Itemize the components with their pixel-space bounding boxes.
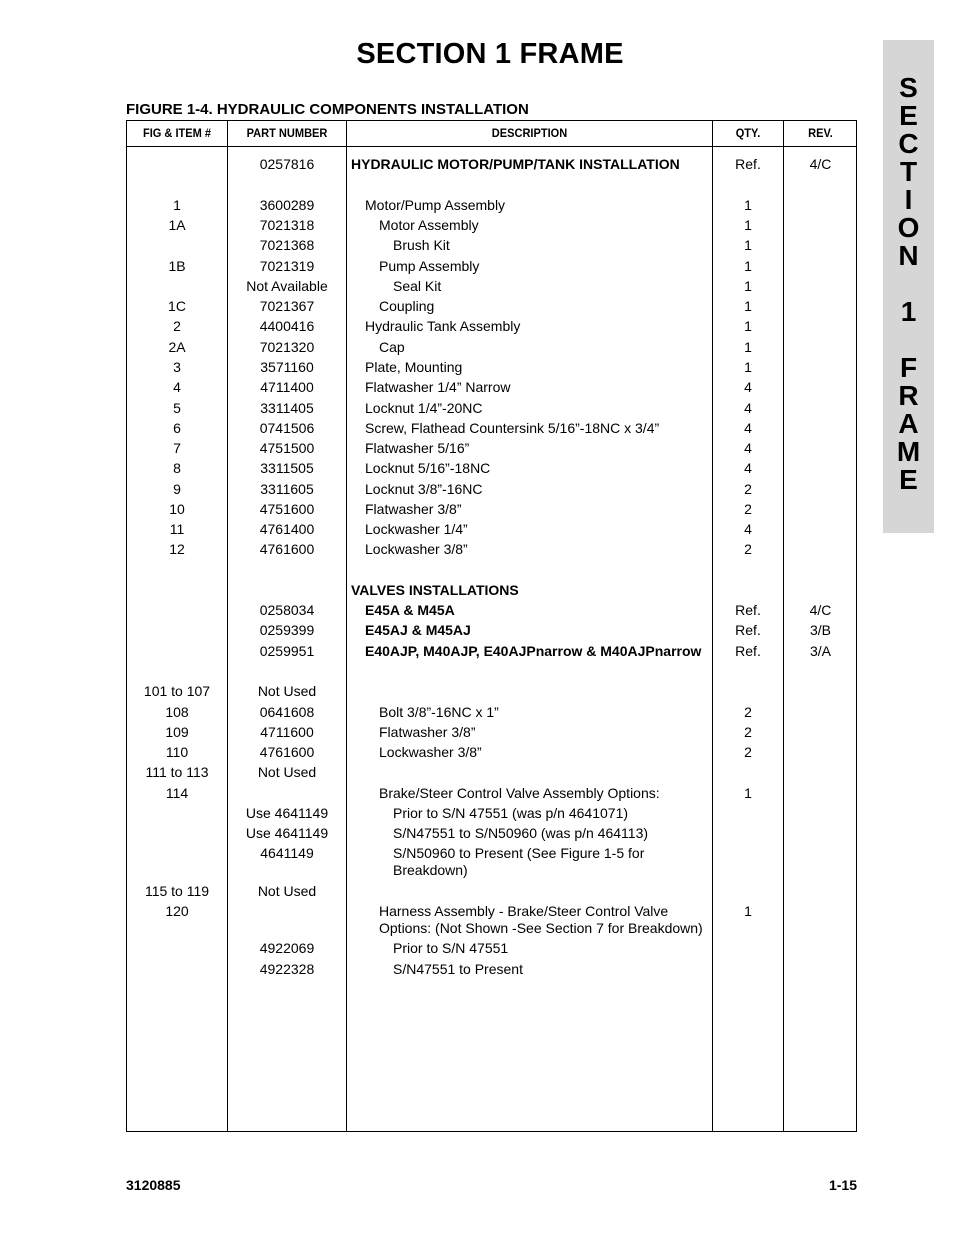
section-tab-letter: E bbox=[899, 100, 918, 131]
description-line: Options: (Not Shown -See Section 7 for Breakdown) bbox=[379, 920, 703, 936]
cell-part-number: 7021319 bbox=[259, 258, 315, 274]
cell-description bbox=[351, 744, 741, 761]
header-fig-item: FIG & ITEM # bbox=[142, 126, 212, 140]
figure-title: FIGURE 1-4. HYDRAULIC COMPONENTS INSTALLATION bbox=[126, 101, 529, 118]
cell-fig-item: 2 bbox=[173, 318, 181, 334]
cell-qty: 1 bbox=[744, 785, 752, 801]
cell-description bbox=[351, 156, 713, 173]
cell-qty: 1 bbox=[744, 197, 752, 213]
header-part-number: PART NUMBER bbox=[246, 126, 328, 140]
cell-description bbox=[351, 217, 741, 234]
section-tab-letter bbox=[883, 326, 934, 354]
description-line: S/N50960 to Present (See Figure 1-5 for bbox=[393, 845, 645, 861]
cell-qty: Ref. bbox=[735, 602, 761, 618]
cell-description bbox=[351, 501, 727, 518]
cell-description bbox=[351, 318, 727, 335]
description-line: Lockwasher 3/8” bbox=[379, 744, 482, 760]
description-line: Flatwasher 3/8” bbox=[365, 501, 462, 517]
cell-fig-item: 108 bbox=[165, 704, 189, 720]
description-line: Flatwasher 3/8” bbox=[379, 724, 476, 740]
section-tab-letter: N bbox=[898, 240, 919, 271]
description-line: Motor/Pump Assembly bbox=[365, 197, 506, 213]
description-line: Lockwasher 3/8” bbox=[365, 541, 468, 557]
description-line: Locknut 5/16”-18NC bbox=[365, 460, 491, 476]
cell-description bbox=[351, 602, 727, 619]
cell-description bbox=[351, 582, 713, 599]
cell-part-number: 4751600 bbox=[259, 501, 315, 517]
cell-part-number: 3600289 bbox=[259, 197, 315, 213]
section-tab-letter: O bbox=[897, 212, 920, 243]
cell-description bbox=[351, 704, 741, 721]
cell-qty: 1 bbox=[744, 237, 752, 253]
cell-part-number: 4761600 bbox=[259, 541, 315, 557]
cell-fig-item: 11 bbox=[169, 521, 185, 537]
cell-qty: 2 bbox=[744, 744, 752, 760]
cell-description bbox=[351, 379, 727, 396]
description-line: Flatwasher 5/16” bbox=[365, 440, 470, 456]
cell-part-number: 4922328 bbox=[259, 961, 315, 977]
cell-qty: 2 bbox=[744, 541, 752, 557]
cell-fig-item: 1 bbox=[173, 197, 181, 213]
description-line: Brush Kit bbox=[393, 237, 450, 253]
description-line: Cap bbox=[379, 339, 405, 355]
description-line: HYDRAULIC MOTOR/PUMP/TANK INSTALLATION bbox=[351, 156, 680, 172]
header-rev: REV. bbox=[808, 126, 833, 140]
cell-part-number: 4641149 bbox=[260, 845, 314, 861]
description-line: Motor Assembly bbox=[379, 217, 479, 233]
cell-description bbox=[351, 541, 727, 558]
description-line: Brake/Steer Control Valve Assembly Options: bbox=[379, 785, 660, 801]
cell-qty: 4 bbox=[744, 400, 752, 416]
description-line: Flatwasher 1/4” Narrow bbox=[365, 379, 511, 395]
cell-fig-item: 101 to 107 bbox=[143, 683, 211, 699]
cell-description bbox=[351, 785, 741, 802]
section-tab-letter: F bbox=[899, 352, 918, 383]
cell-rev: 3/A bbox=[809, 643, 831, 659]
section-tab bbox=[883, 40, 934, 533]
column-divider bbox=[346, 121, 347, 1131]
section-tab-letter: T bbox=[899, 156, 918, 187]
cell-description bbox=[351, 622, 727, 639]
cell-qty: 2 bbox=[744, 501, 752, 517]
cell-rev: 3/B bbox=[809, 622, 831, 638]
cell-qty: 4 bbox=[744, 379, 752, 395]
cell-description bbox=[351, 521, 727, 538]
cell-fig-item: 10 bbox=[169, 501, 185, 517]
description-line: E40AJP, M40AJP, E40AJPnarrow & M40AJPnarrow bbox=[365, 643, 702, 659]
cell-part-number: 4761600 bbox=[259, 744, 315, 760]
cell-description bbox=[351, 339, 741, 356]
cell-qty: 1 bbox=[744, 339, 752, 355]
cell-fig-item: 12 bbox=[169, 541, 185, 557]
section-tab-letter: S bbox=[899, 72, 918, 103]
cell-qty: 1 bbox=[744, 298, 752, 314]
cell-fig-item: 114 bbox=[165, 785, 189, 801]
description-line: Bolt 3/8”-16NC x 1” bbox=[379, 704, 499, 720]
cell-part-number: Not Used bbox=[257, 683, 317, 699]
description-line: Prior to S/N 47551 bbox=[393, 940, 509, 956]
cell-part-number: 3311505 bbox=[260, 460, 314, 476]
cell-qty: 4 bbox=[744, 420, 752, 436]
cell-qty: Ref. bbox=[735, 643, 761, 659]
cell-description bbox=[351, 481, 727, 498]
section-tab-letter: I bbox=[904, 184, 913, 215]
cell-part-number: Not Used bbox=[257, 883, 317, 899]
cell-fig-item: 6 bbox=[173, 420, 181, 436]
cell-part-number: 0259399 bbox=[259, 622, 315, 638]
description-line: S/N47551 to Present bbox=[393, 961, 523, 977]
description-line: Hydraulic Tank Assembly bbox=[365, 318, 521, 334]
cell-fig-item: 9 bbox=[173, 481, 181, 497]
cell-part-number: 3311605 bbox=[260, 481, 314, 497]
cell-fig-item: 1A bbox=[168, 217, 186, 233]
cell-description bbox=[351, 805, 755, 822]
cell-qty: 1 bbox=[744, 318, 752, 334]
cell-part-number: 4761400 bbox=[259, 521, 315, 537]
cell-description bbox=[351, 359, 727, 376]
cell-part-number: 0641608 bbox=[259, 704, 315, 720]
cell-part-number: 4400416 bbox=[259, 318, 315, 334]
cell-part-number: 7021320 bbox=[259, 339, 315, 355]
cell-description bbox=[351, 724, 741, 741]
cell-description bbox=[351, 903, 741, 937]
header-description: DESCRIPTION bbox=[491, 126, 568, 140]
cell-fig-item: 1B bbox=[168, 258, 186, 274]
cell-part-number: 3311405 bbox=[260, 400, 314, 416]
cell-description bbox=[351, 298, 741, 315]
section-tab-letter: R bbox=[898, 380, 919, 411]
cell-rev: 4/C bbox=[809, 156, 832, 172]
cell-part-number: 7021368 bbox=[259, 237, 315, 253]
description-line: Seal Kit bbox=[393, 278, 442, 294]
description-line: E45AJ & M45AJ bbox=[365, 622, 471, 638]
description-line: S/N47551 to S/N50960 (was p/n 464113) bbox=[393, 825, 649, 841]
cell-description bbox=[351, 400, 727, 417]
section-tab-letter: E bbox=[899, 464, 918, 495]
cell-description bbox=[351, 237, 755, 254]
parts-table bbox=[126, 120, 857, 1132]
cell-part-number: Not Available bbox=[246, 278, 328, 294]
cell-description bbox=[351, 643, 727, 660]
cell-part-number: 0259951 bbox=[259, 643, 315, 659]
cell-qty: 4 bbox=[744, 460, 752, 476]
cell-fig-item: 7 bbox=[173, 440, 181, 456]
cell-fig-item: 111 to 113 bbox=[145, 764, 209, 780]
cell-part-number: 4922069 bbox=[259, 940, 315, 956]
description-line: VALVES INSTALLATIONS bbox=[351, 582, 519, 598]
page-title: SECTION 1 FRAME bbox=[356, 38, 624, 70]
cell-description bbox=[351, 961, 755, 978]
cell-qty: 2 bbox=[744, 724, 752, 740]
description-line: Plate, Mounting bbox=[365, 359, 463, 375]
cell-description bbox=[351, 278, 755, 295]
cell-fig-item: 120 bbox=[165, 903, 189, 919]
cell-part-number: Use 4641149 bbox=[245, 825, 329, 841]
section-tab-letter: C bbox=[898, 128, 919, 159]
section-tab-letter: A bbox=[898, 408, 919, 439]
cell-part-number: 0258034 bbox=[259, 602, 315, 618]
cell-fig-item: 2A bbox=[168, 339, 186, 355]
description-line: Harness Assembly - Brake/Steer Control Valve bbox=[379, 903, 669, 919]
cell-part-number: 4711600 bbox=[260, 724, 314, 740]
cell-part-number: 7021318 bbox=[259, 217, 315, 233]
cell-qty: 1 bbox=[744, 359, 752, 375]
cell-part-number: Not Used bbox=[257, 764, 317, 780]
cell-qty: 4 bbox=[744, 521, 752, 537]
description-line: Pump Assembly bbox=[379, 258, 480, 274]
cell-qty: 4 bbox=[744, 440, 752, 456]
description-line: Breakdown) bbox=[393, 862, 468, 878]
cell-part-number: 0741506 bbox=[259, 420, 315, 436]
cell-description bbox=[351, 845, 755, 879]
cell-qty: 2 bbox=[744, 481, 752, 497]
cell-description bbox=[351, 825, 755, 842]
cell-description bbox=[351, 460, 727, 477]
header-qty: QTY. bbox=[735, 126, 761, 140]
cell-qty: 1 bbox=[744, 278, 752, 294]
cell-qty: Ref. bbox=[735, 622, 761, 638]
cell-part-number: 0257816 bbox=[259, 156, 315, 172]
cell-part-number: Use 4641149 bbox=[245, 805, 329, 821]
cell-description bbox=[351, 197, 727, 214]
cell-part-number: 4711400 bbox=[260, 379, 314, 395]
cell-fig-item: 109 bbox=[165, 724, 189, 740]
cell-part-number: 4751500 bbox=[259, 440, 315, 456]
description-line: Locknut 3/8”-16NC bbox=[365, 481, 483, 497]
cell-qty: 2 bbox=[744, 704, 752, 720]
description-line: Locknut 1/4”-20NC bbox=[365, 400, 483, 416]
section-tab-letters bbox=[883, 74, 934, 494]
section-tab-letter: M bbox=[896, 436, 921, 467]
cell-qty: 1 bbox=[744, 217, 752, 233]
page-number: 1-15 bbox=[828, 1177, 857, 1193]
cell-description bbox=[351, 940, 755, 957]
cell-part-number: 3571160 bbox=[260, 359, 314, 375]
cell-rev: 4/C bbox=[809, 602, 832, 618]
cell-description bbox=[351, 440, 727, 457]
cell-fig-item: 4 bbox=[173, 379, 181, 395]
cell-fig-item: 8 bbox=[173, 460, 181, 476]
cell-fig-item: 3 bbox=[173, 359, 181, 375]
cell-fig-item: 115 to 119 bbox=[144, 883, 210, 899]
cell-part-number: 7021367 bbox=[259, 298, 315, 314]
description-line: Prior to S/N 47551 (was p/n 4641071) bbox=[393, 805, 629, 821]
section-tab-letter bbox=[883, 270, 934, 298]
cell-qty: Ref. bbox=[735, 156, 761, 172]
description-line: Screw, Flathead Countersink 5/16”-18NC x 3/4” bbox=[365, 420, 660, 436]
cell-description bbox=[351, 258, 741, 275]
cell-fig-item: 5 bbox=[173, 400, 181, 416]
cell-qty: 1 bbox=[744, 258, 752, 274]
description-line: Coupling bbox=[379, 298, 435, 314]
cell-fig-item: 1C bbox=[168, 298, 186, 314]
cell-fig-item: 110 bbox=[165, 744, 189, 760]
description-line: E45A & M45A bbox=[365, 602, 455, 618]
description-line: Lockwasher 1/4” bbox=[365, 521, 468, 537]
cell-description bbox=[351, 420, 727, 437]
document-number: 3120885 bbox=[126, 1177, 181, 1193]
cell-qty: 1 bbox=[744, 903, 752, 919]
section-tab-letter: 1 bbox=[900, 296, 917, 327]
header-divider bbox=[127, 146, 856, 147]
